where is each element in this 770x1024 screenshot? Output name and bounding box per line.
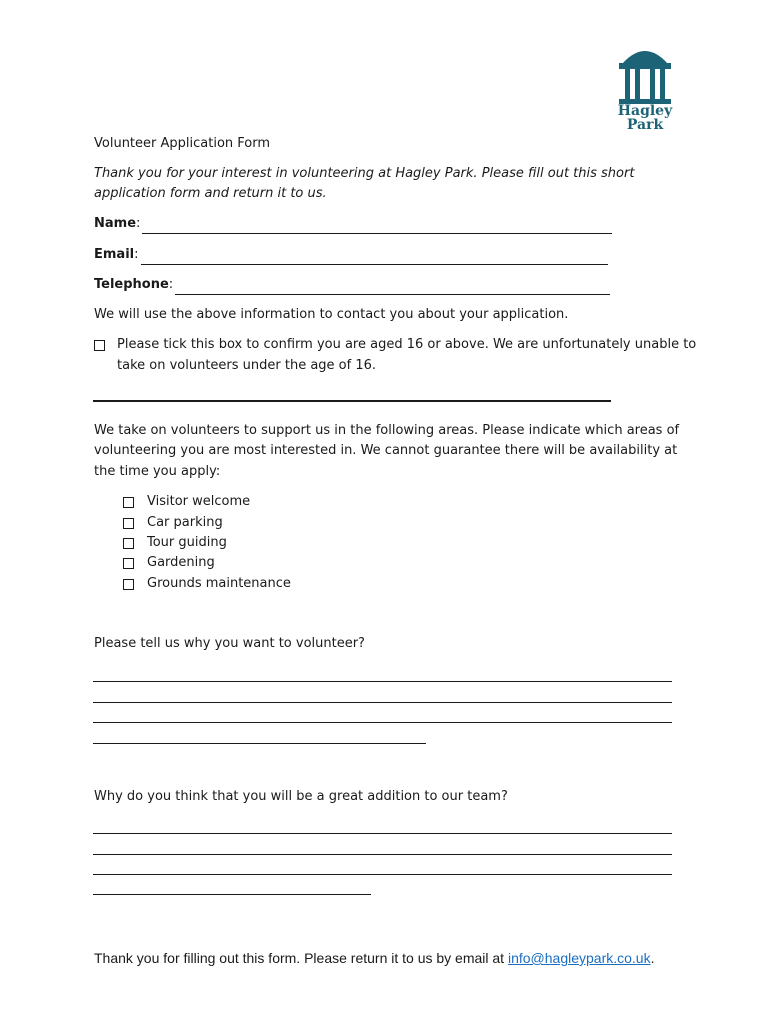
name-field[interactable] [94, 214, 612, 234]
section-divider [93, 400, 611, 402]
areas-intro-line-2: volunteering you are most interested in. We cannot guarantee there will be availability at [94, 443, 678, 458]
areas-intro-line-3: the time you apply: [94, 464, 221, 479]
answer-line[interactable] [93, 681, 672, 682]
answer-line[interactable] [93, 722, 672, 723]
area-checkbox[interactable] [123, 497, 134, 508]
form-title: Volunteer Application Form [94, 136, 271, 151]
answer-line[interactable] [93, 894, 371, 895]
age-confirm-checkbox[interactable] [94, 340, 105, 351]
answer-line[interactable] [93, 833, 672, 834]
email-link[interactable]: info@hagleypark.co.uk [507, 950, 651, 966]
area-option-visitor-welcome[interactable] [123, 492, 250, 512]
footer-text: Thank you for filling out this form. Please return it to us by email at [94, 950, 508, 966]
telephone-label: Telephone [94, 277, 169, 292]
age-confirm-line-1: Please tick this box to confirm you are aged 16 or above. We are unfortunately unable to [117, 337, 697, 352]
telephone-line[interactable] [175, 280, 610, 295]
area-label: Visitor welcome [147, 494, 251, 509]
hagley-park-logo [612, 44, 678, 138]
email-label: Email [94, 247, 135, 262]
areas-intro-line-1: We take on volunteers to support us in the following areas. Please indicate which areas of [94, 423, 680, 438]
area-option-tour-guiding[interactable] [123, 533, 227, 553]
footer-end: . [650, 950, 655, 966]
area-option-gardening[interactable] [123, 553, 215, 573]
area-label: Gardening [147, 555, 215, 570]
area-label: Grounds maintenance [147, 576, 291, 591]
area-checkbox[interactable] [123, 518, 134, 529]
age-confirm-line-2: take on volunteers under the age of 16. [117, 358, 377, 373]
rotunda-icon [614, 44, 676, 104]
area-checkbox[interactable] [123, 558, 134, 569]
answer-line[interactable] [93, 743, 426, 744]
question-why-volunteer: Please tell us why you want to volunteer? [94, 636, 365, 651]
email-field[interactable] [94, 245, 608, 265]
email-line[interactable] [141, 250, 608, 265]
area-option-car-parking[interactable] [123, 513, 223, 533]
logo-text-park: Park [626, 117, 664, 133]
answer-line[interactable] [93, 702, 672, 703]
answer-line[interactable] [93, 854, 672, 855]
email-colon: : [134, 247, 139, 262]
area-checkbox[interactable] [123, 538, 134, 549]
answer-line[interactable] [93, 874, 672, 875]
contact-note: We will use the above information to contact you about your application. [94, 307, 569, 322]
name-colon: : [136, 216, 141, 231]
area-checkbox[interactable] [123, 579, 134, 590]
question-great-addition: Why do you think that you will be a great addition to our team? [94, 789, 508, 804]
telephone-colon: : [168, 277, 174, 292]
name-line[interactable] [142, 219, 612, 234]
area-option-grounds-maintenance[interactable] [123, 574, 291, 594]
footer-note [94, 948, 654, 968]
area-label: Car parking [147, 515, 223, 530]
name-label: Name [94, 216, 137, 231]
intro-line-2: application form and return it to us. [94, 186, 327, 201]
telephone-field[interactable] [94, 275, 610, 295]
area-label: Tour guiding [147, 535, 227, 550]
intro-line-1: Thank you for your interest in volunteering at Hagley Park. Please fill out this short [94, 166, 635, 181]
logo-text-hagley: Hagley [617, 103, 673, 119]
